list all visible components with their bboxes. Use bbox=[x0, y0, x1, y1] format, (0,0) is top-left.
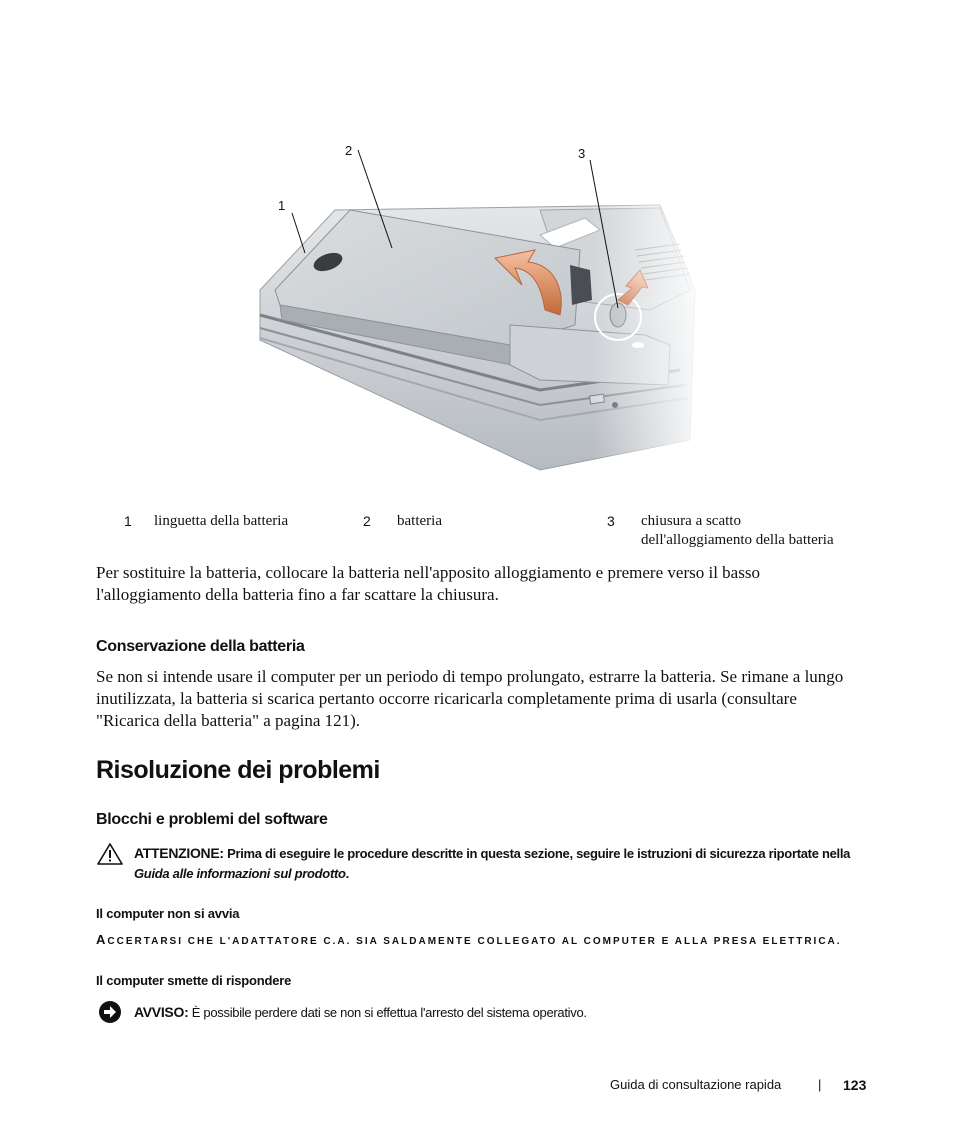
storage-paragraph: Se non si intende usare il computer per un periodo di tempo prolungato, estrarre la batteria. Se rimane a lungo inutilizzata, la batteria si scarica pertanto occorre ricaricarla completamente prima di usarla (consultare "Ricarica della batteria" a pagina 121). bbox=[96, 667, 844, 730]
storage-heading: Conservazione della batteria bbox=[96, 638, 305, 655]
caution-guide-title: Guida alle informazioni sul prodotto bbox=[134, 866, 346, 881]
legend-text-2: batteria bbox=[397, 513, 442, 529]
footer-separator: | bbox=[818, 1077, 822, 1092]
legend-num-3: 3 bbox=[607, 513, 615, 529]
computer-not-start-heading: Il computer non si avvia bbox=[96, 906, 240, 921]
notice-text: È possibile perdere dati se non si effettua l'arresto del sistema operativo. bbox=[191, 1005, 587, 1020]
callout-1: 1 bbox=[278, 198, 286, 213]
legend-text-3a: chiusura a scatto bbox=[641, 513, 741, 529]
computer-stops-responding-heading: Il computer smette di rispondere bbox=[96, 973, 292, 988]
callout-2: 2 bbox=[345, 143, 353, 158]
notice-note bbox=[134, 1002, 854, 1023]
battery-illustration bbox=[240, 140, 710, 485]
adapter-instruction bbox=[96, 932, 842, 947]
caution-note bbox=[134, 843, 854, 884]
caution-end: . bbox=[345, 866, 349, 881]
notice-icon bbox=[98, 1000, 122, 1029]
replace-battery-paragraph: Per sostituire la batteria, collocare la batteria nell'apposito alloggiamento e premere verso il basso l'alloggiamento della batteria fino a far scattare la chiusura. bbox=[96, 563, 760, 604]
callout-3: 3 bbox=[578, 146, 586, 161]
footer-title: Guida di consultazione rapida bbox=[610, 1077, 782, 1092]
page-number: 123 bbox=[843, 1077, 867, 1093]
battery-drawing bbox=[240, 140, 710, 485]
troubleshooting-heading: Risoluzione dei problemi bbox=[96, 756, 380, 784]
caution-label: ATTENZIONE: bbox=[134, 845, 224, 861]
notice-label: AVVISO: bbox=[134, 1004, 189, 1020]
legend-num-1: 1 bbox=[124, 513, 132, 529]
legend-num-2: 2 bbox=[363, 513, 371, 529]
software-problems-heading: Blocchi e problemi del software bbox=[96, 811, 328, 828]
instruction-initial: A bbox=[96, 932, 108, 947]
caution-icon bbox=[97, 843, 123, 870]
caution-text: Prima di eseguire le procedure descritte in questa sezione, seguire le istruzioni di sicurezza riportate nella bbox=[227, 846, 851, 861]
legend-text-3b: dell'alloggiamento della batteria bbox=[641, 532, 834, 548]
legend-text-1: linguetta della batteria bbox=[154, 513, 289, 529]
instruction-text: CCERTARSI CHE L'ADATTATORE C.A. SIA SALDAMENTE COLLEGATO AL COMPUTER E ALLA PRESA ELETTRICA. bbox=[107, 936, 842, 947]
